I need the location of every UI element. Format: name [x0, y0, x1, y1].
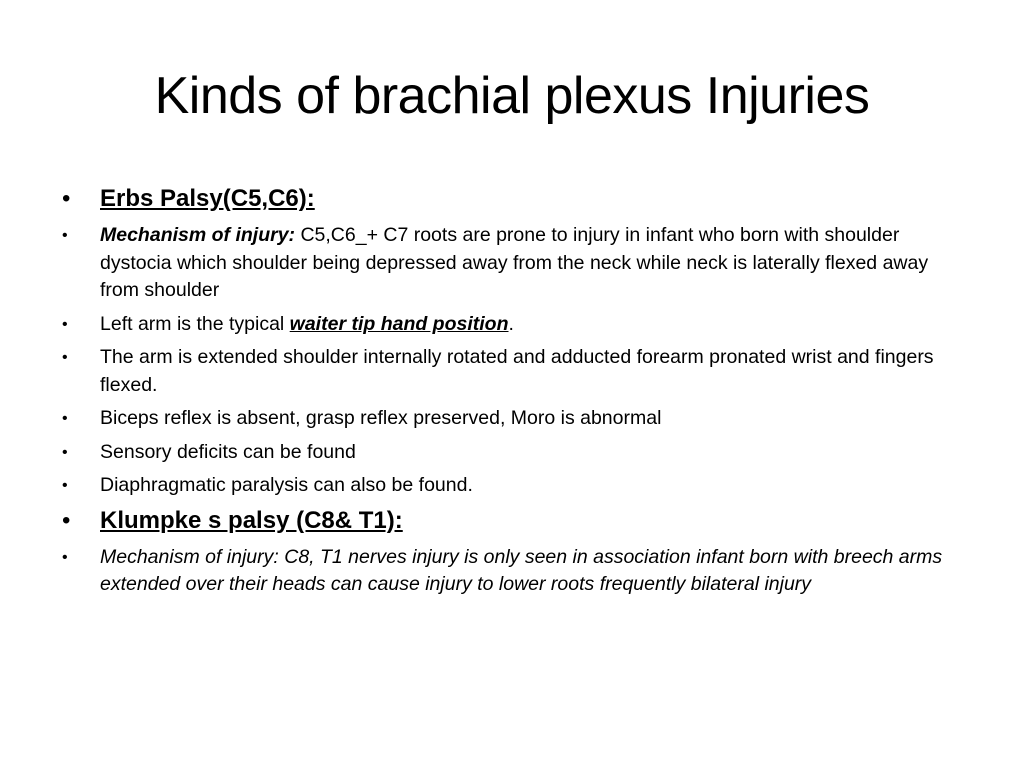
mechanism-text: C5,C6_+ C7 roots are prone to injury in infant who born with shoulder dystocia which shoulder being depressed away from the neck while neck is laterally flexed away from shoulder	[100, 224, 929, 301]
section-heading-klumpke	[60, 506, 970, 536]
bullet-icon: •	[62, 227, 68, 244]
list-item-diaphragmatic	[60, 472, 970, 500]
bullet-list	[60, 182, 970, 605]
bullet-icon: •	[62, 548, 68, 566]
slide-title: Kinds of brachial plexus Injuries	[154, 67, 870, 125]
left-arm-prefix: Left arm is the typical	[100, 312, 290, 335]
list-item-left-arm	[60, 311, 970, 339]
list-item-text: Mechanism of injury: C8, T1 nerves injury is only seen in association infant born with breech arms extended over their heads can cause injury to lower roots frequently bilateral injury	[100, 545, 943, 595]
bullet-icon: •	[62, 506, 71, 534]
list-item-text: Sensory deficits can be found	[100, 440, 356, 463]
bullet-icon: •	[62, 315, 68, 333]
bullet-icon: •	[62, 349, 68, 366]
list-item-text: Biceps reflex is absent, grasp reflex preserved, Moro is abnormal	[100, 407, 662, 429]
bullet-icon: •	[62, 185, 71, 212]
list-item-sensory	[60, 439, 970, 467]
section-heading-erbs	[60, 184, 970, 214]
bullet-icon: •	[62, 443, 68, 461]
waiter-tip-emphasis: waiter tip hand position	[289, 312, 509, 335]
list-item-text: The arm is extended shoulder internally rotated and adducted forearm pronated wrist and fingers flexed.	[100, 346, 934, 396]
bullet-icon: •	[62, 410, 68, 427]
mechanism-label: Mechanism of injury:	[100, 224, 296, 246]
section-heading-text: Erbs Palsy(C5,C6):	[100, 185, 315, 212]
list-item-text: Diaphragmatic paralysis can also be found.	[100, 474, 473, 496]
bullet-icon: •	[62, 477, 68, 494]
section-heading-text: Klumpke s palsy (C8& T1):	[100, 506, 403, 534]
list-item-klumpke-mechanism	[60, 544, 970, 599]
list-item-mechanism	[60, 222, 970, 305]
left-arm-suffix: .	[508, 312, 514, 335]
list-item-reflexes	[60, 405, 970, 433]
list-item-arm-extended	[60, 344, 970, 399]
